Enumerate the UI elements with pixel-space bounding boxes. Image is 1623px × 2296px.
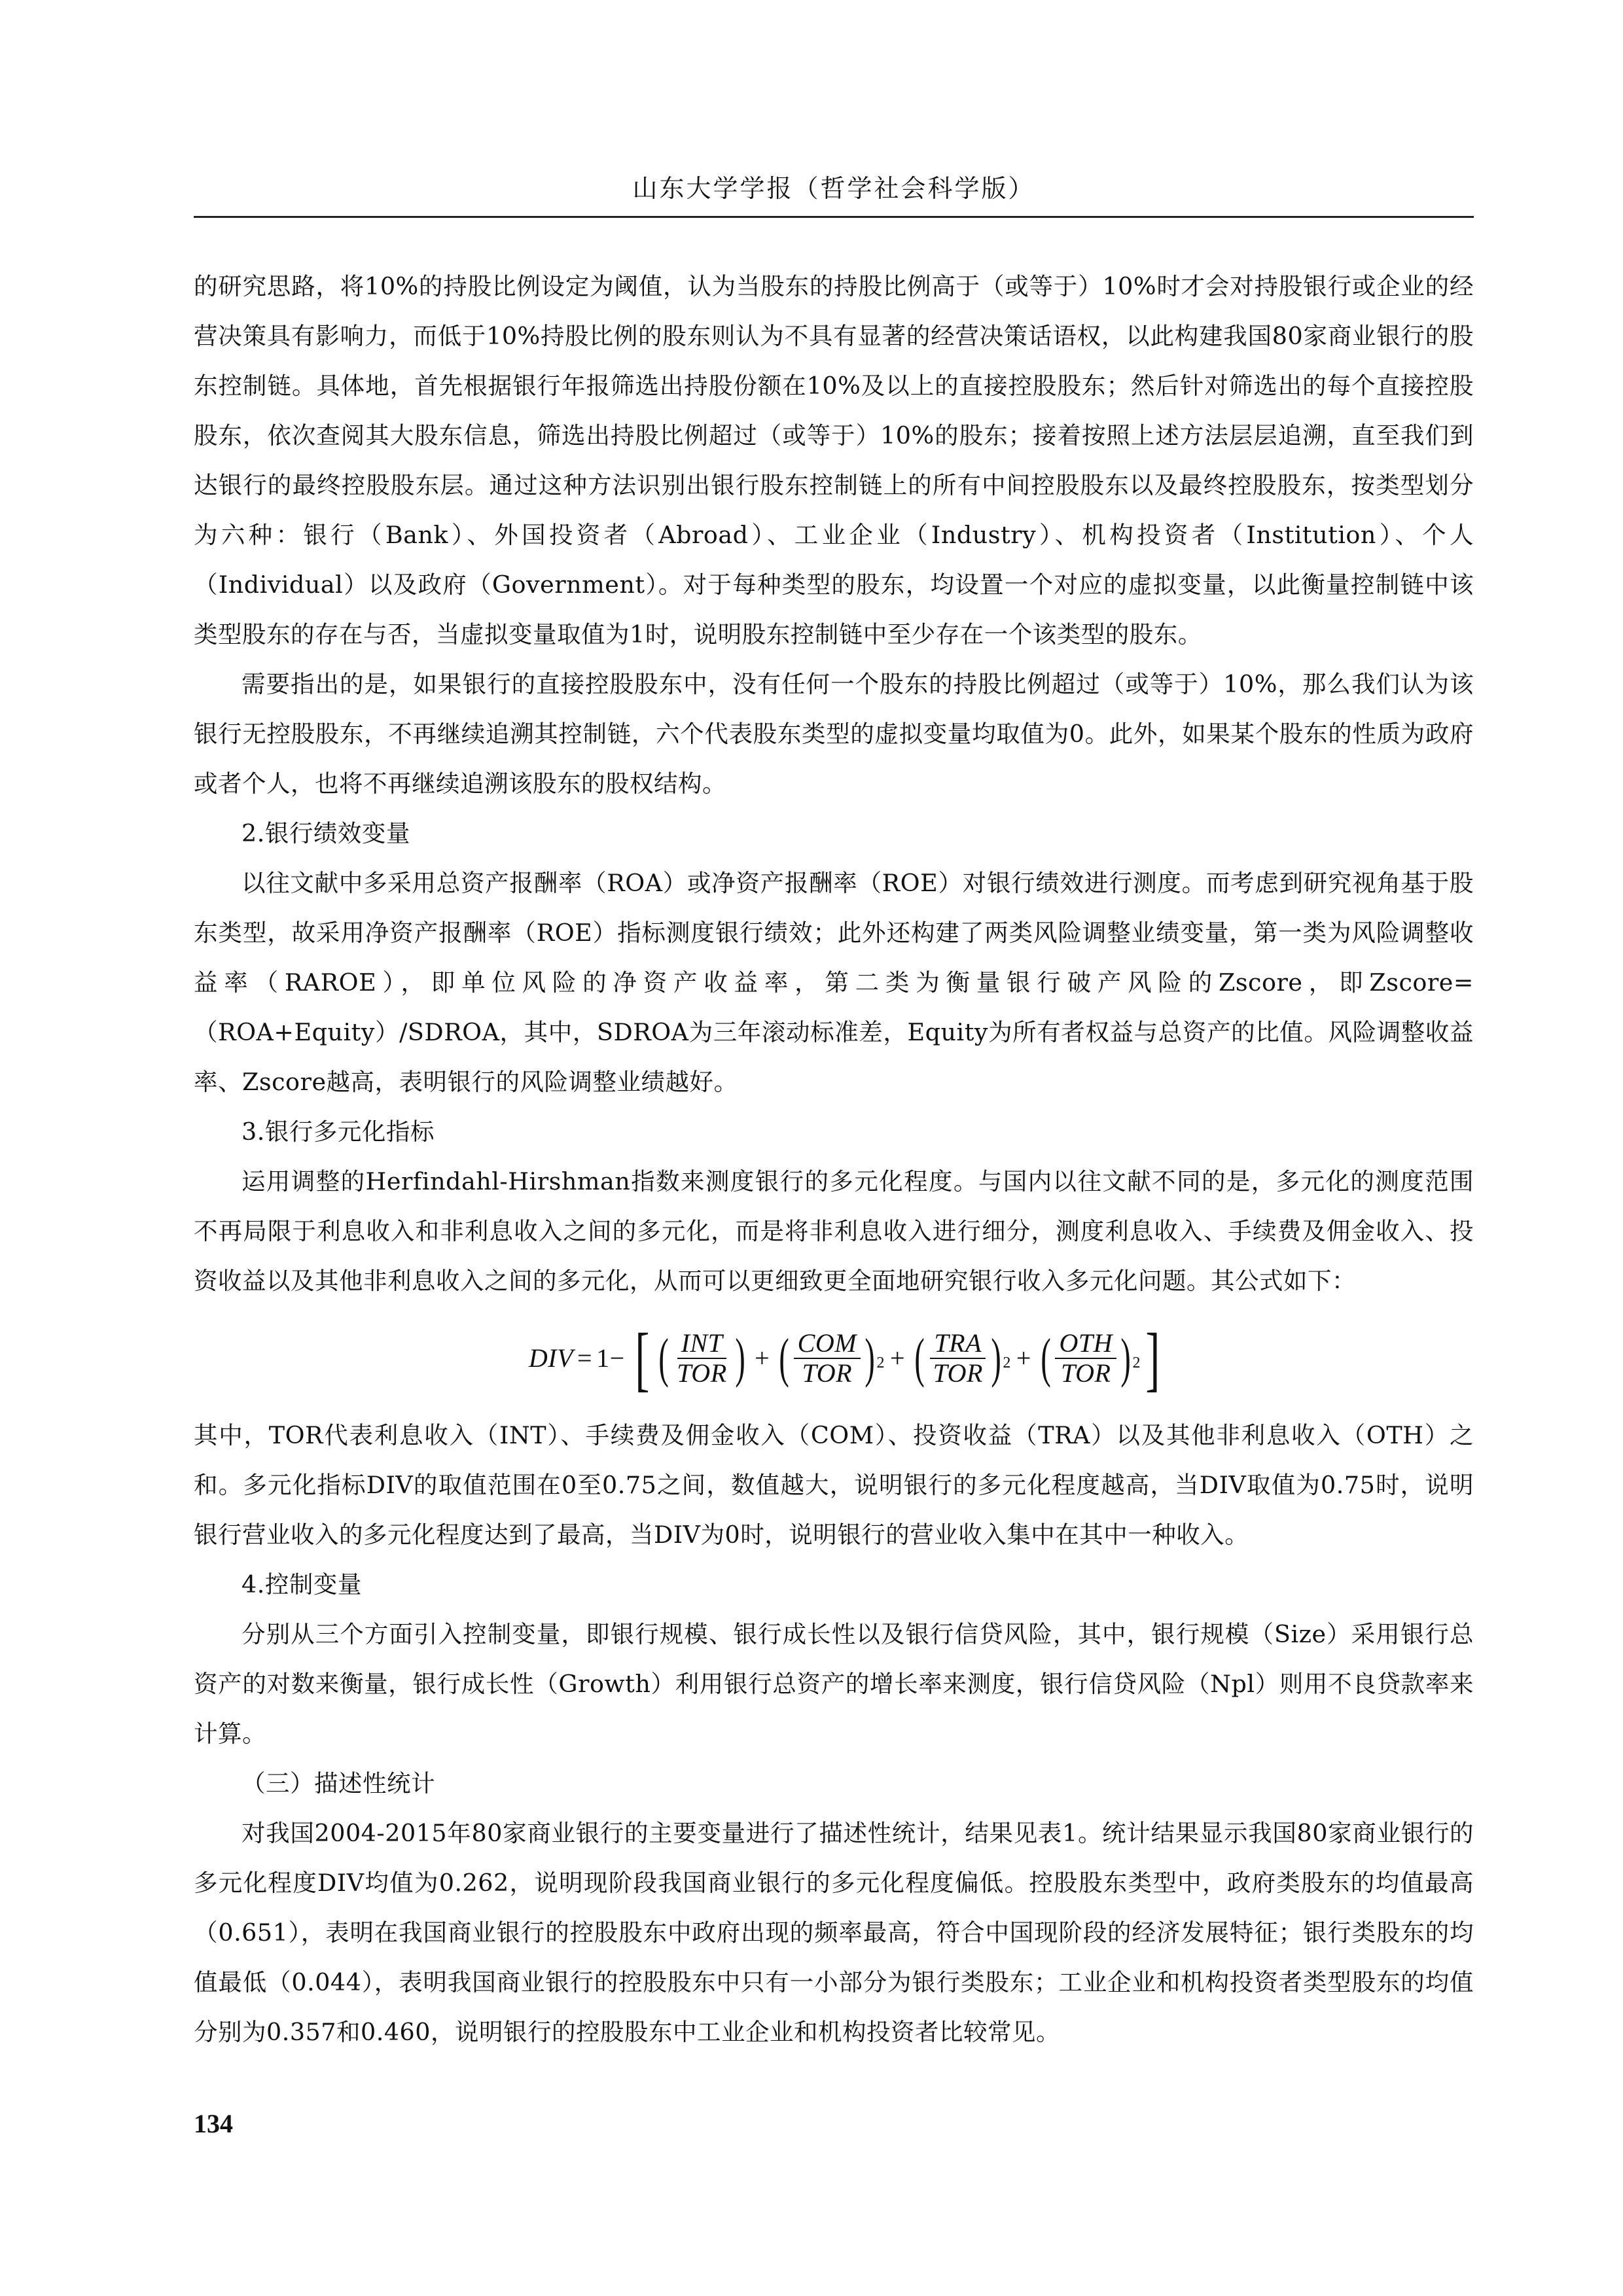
heading-bank-performance: 2.银行绩效变量 — [241, 819, 410, 847]
div-formula — [194, 1306, 1474, 1411]
heading-diversification: 3.银行多元化指标 — [241, 1118, 435, 1146]
formula-square: 2 — [1132, 1354, 1141, 1371]
formula-open-bracket: [ — [635, 1318, 650, 1398]
paragraph-descriptive-statistics: 对我国2004-2015年80家商业银行的主要变量进行了描述性统计，结果见表1。统计结果显示我国80家商业银行的多元化程度DIV均值为0.262，说明现阶段我国商业银行的多元化程度偏低。控股股东类型中，政府类股东的均值最高（0.651），表明在我国商业银行的控股股东中政府出现的频率最高，符合中国现阶段的经济发展特征；银行类股东的均值最低（0.044），表明我国商业银行的控股股东中只有一小部分为银行类股东；工业企业和机构投资者类型股东的均值分别为0.357和0.460，说明银行的控股股东中工业企业和机构投资者比较常见。 — [194, 1819, 1474, 2046]
heading-control-variables: 4.控制变量 — [241, 1570, 362, 1598]
fraction-denominator: TOR — [1061, 1358, 1111, 1388]
fraction-denominator: TOR — [933, 1358, 983, 1388]
formula-term-tra: ( $\frac{\text{TRA}}{\text{TOR}}$ ) 2 — [914, 1328, 1011, 1388]
formula-term-com: ( $\frac{\text{COM}}{\text{TOR}}$ ) 2 — [779, 1328, 885, 1388]
heading-descriptive-statistics: （三）描述性统计 — [241, 1769, 435, 1797]
fraction-com — [794, 1329, 861, 1388]
paragraph-div-explanation: 其中，TOR代表利息收入（INT）、手续费及佣金收入（COM）、投资收益（TRA）以及其他非利息收入（OTH）之和。多元化指标DIV的取值范围在0至0.75之间，数值越大，说明银行的多元化程度越高，当DIV取值为0.75时，说明银行营业收入的多元化程度达到了最高，当DIV为0时，说明银行的营业收入集中在其中一种收入。 — [194, 1421, 1474, 1549]
fraction-numerator: INT — [677, 1329, 727, 1359]
fraction-numerator: COM — [794, 1329, 861, 1359]
running-header: 山东大学学报（哲学社会科学版） — [632, 174, 1035, 203]
fraction-numerator: TRA — [930, 1329, 986, 1359]
formula-plus: + — [890, 1343, 906, 1373]
paragraph-no-controlling-shareholder: 需要指出的是，如果银行的直接控股股东中，没有任何一个股东的持股比例超过（或等于）10%，那么我们认为该银行无控股股东，不再继续追溯其控制链，六个代表股东类型的虚拟变量均取值为0。此外，如果某个股东的性质为政府或者个人，也将不再继续追溯该股东的股权结构。 — [194, 670, 1474, 798]
formula-plus: + — [1016, 1343, 1031, 1373]
paragraph-diversification: 运用调整的Herfindahl-Hirshman指数来测度银行的多元化程度。与国内以往文献不同的是，多元化的测度范围不再局限于利息收入和非利息收入之间的多元化，而是将非利息收入进行细分，测度利息收入、手续费及佣金收入、投资收益以及其他非利息收入之间的多元化，从而可以更细致更全面地研究银行收入多元化问题。其公式如下： — [194, 1167, 1474, 1295]
formula-equals: = — [577, 1343, 593, 1373]
fraction-int — [673, 1329, 730, 1388]
formula-lhs: DIV — [528, 1343, 574, 1373]
fraction-denominator: TOR — [802, 1358, 853, 1388]
fraction-denominator: TOR — [677, 1358, 727, 1388]
paragraph-bank-performance: 以往文献中多采用总资产报酬率（ROA）或净资产报酬率（ROE）对银行绩效进行测度。而考虑到研究视角基于股东类型，故采用净资产报酬率（ROE）指标测度银行绩效；此外还构建了两类风险调整业绩变量，第一类为风险调整收益率（RAROE），即单位风险的净资产收益率，第二类为衡量银行破产风险的Zscore，即Zscore=（ROA+Equity）/SDROA，其中，SDROA为三年滚动标准差，Equity为所有者权益与总资产的比值。风险调整收益率、Zscore越高，表明银行的风险调整业绩越好。 — [194, 869, 1474, 1096]
formula-square: 2 — [876, 1354, 885, 1371]
formula-term-oth: ( $\frac{\text{OTH}}{\text{TOR}}$ ) 2 — [1041, 1328, 1141, 1388]
fraction-oth — [1055, 1329, 1116, 1388]
header-rule — [194, 216, 1474, 218]
formula-plus: + — [755, 1343, 770, 1373]
formula-one-minus: 1− — [596, 1343, 625, 1373]
paragraph-control-variables: 分别从三个方面引入控制变量，即银行规模、银行成长性以及银行信贷风险，其中，银行规模（Size）采用银行总资产的对数来衡量，银行成长性（Growth）利用银行总资产的增长率来测度，银行信贷风险（Npl）则用不良贷款率来计算。 — [194, 1620, 1474, 1748]
page-number: 134 — [194, 2109, 233, 2138]
paragraph-control-chain: 的研究思路，将10%的持股比例设定为阈值，认为当股东的持股比例高于（或等于）10%时才会对持股银行或企业的经营决策具有影响力，而低于10%持股比例的股东则认为不具有显著的经营决策话语权，以此构建我国80家商业银行的股东控制链。具体地，首先根据银行年报筛选出持股份额在10%及以上的直接控股股东；然后针对筛选出的每个直接控股股东，依次查阅其大股东信息，筛选出持股比例超过（或等于）10%的股东；接着按照上述方法层层追溯，直至我们到达银行的最终控股股东层。通过这种方法识别出银行股东控制链上的所有中间控股股东以及最终控股股东，按类型划分为六种：银行（Bank）、外国投资者（Abroad）、工业企业（Industry）、机构投资者（Institution）、个人（Individual）以及政府（Government）。对于每种类型的股东，均设置一个对应的虚拟变量，以此衡量控制链中该类型股东的存在与否，当虚拟变量取值为1时，说明股东控制链中至少存在一个该类型的股东。 — [194, 272, 1474, 648]
formula-square: 2 — [1003, 1354, 1011, 1371]
article-body — [194, 262, 1474, 2057]
formula-term-int: ( $\frac{\text{INT}}{\text{TOR}}$ ) — [658, 1328, 745, 1388]
fraction-numerator: OTH — [1055, 1329, 1116, 1359]
fraction-tra — [929, 1329, 987, 1388]
formula-close-bracket: ] — [1145, 1318, 1160, 1398]
